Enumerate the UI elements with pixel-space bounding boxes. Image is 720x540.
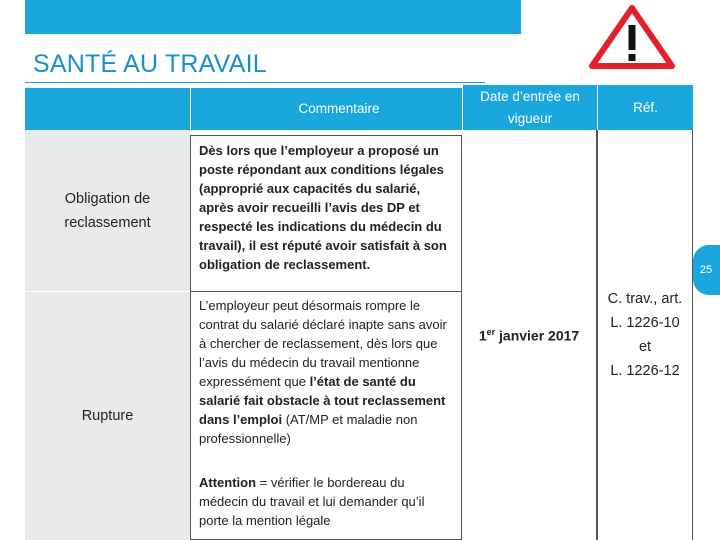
warning-triangle-icon xyxy=(589,5,675,69)
comment-rupture-text-1: L’employeur peut désormais rompre le contrat du salarié déclaré inapte sans avoir à chercher de reclassement, dès lors que l’avis du médecin du travail mentionne expressément que xyxy=(199,298,447,389)
title-underline xyxy=(25,82,485,83)
attention-text: = vérifier le bordereau du médecin du travail et lui demander qu’il porte la mention légale xyxy=(199,475,425,528)
attention-label: Attention xyxy=(199,475,257,490)
ref-line-1: C. trav., art. xyxy=(607,291,683,307)
header-date: Date d’entrée en vigueur xyxy=(462,85,597,130)
comment-reclassement-text: Dès lors que l’employeur a proposé un poste répondant aux conditions légales (approprié aux capacités du salarié, après avoir recueilli l’avis des DP et respecté les indications du médecin du travail), il est réputé avoir satisfait à son obligation de reclassement. xyxy=(199,143,447,272)
row-label-rupture: Rupture xyxy=(25,292,190,540)
page-title: SANTÉ AU TRAVAIL xyxy=(33,50,267,78)
ref-line-3: et xyxy=(638,339,652,355)
ref-line-2: L. 1226-10 xyxy=(610,315,680,331)
comment-rupture-text-2: (AT/MP et maladie non professionnelle) xyxy=(199,412,418,446)
comment-rupture xyxy=(190,292,462,467)
reference xyxy=(597,130,693,540)
date-sup: er xyxy=(486,326,496,337)
comment-reclassement xyxy=(190,135,462,292)
header-empty-cell xyxy=(25,88,190,130)
header-comment: Commentaire xyxy=(190,88,462,130)
comment-attention xyxy=(190,467,462,540)
top-banner xyxy=(25,0,521,34)
date-rest: janvier 2017 xyxy=(495,327,580,344)
comment-rupture-bold: l’état de santé du salarié fait obstacle à tout reclassement dans l’emploi xyxy=(199,374,446,427)
page-number: 25 xyxy=(699,264,713,276)
header-ref: Réf. xyxy=(597,85,693,130)
ref-line-4: L. 1226-12 xyxy=(610,363,680,379)
date-day: 1 xyxy=(478,327,487,344)
row-label-reclassement: Obligation de reclassement xyxy=(25,130,190,292)
page-number-badge xyxy=(693,245,720,295)
effective-date xyxy=(462,130,597,540)
